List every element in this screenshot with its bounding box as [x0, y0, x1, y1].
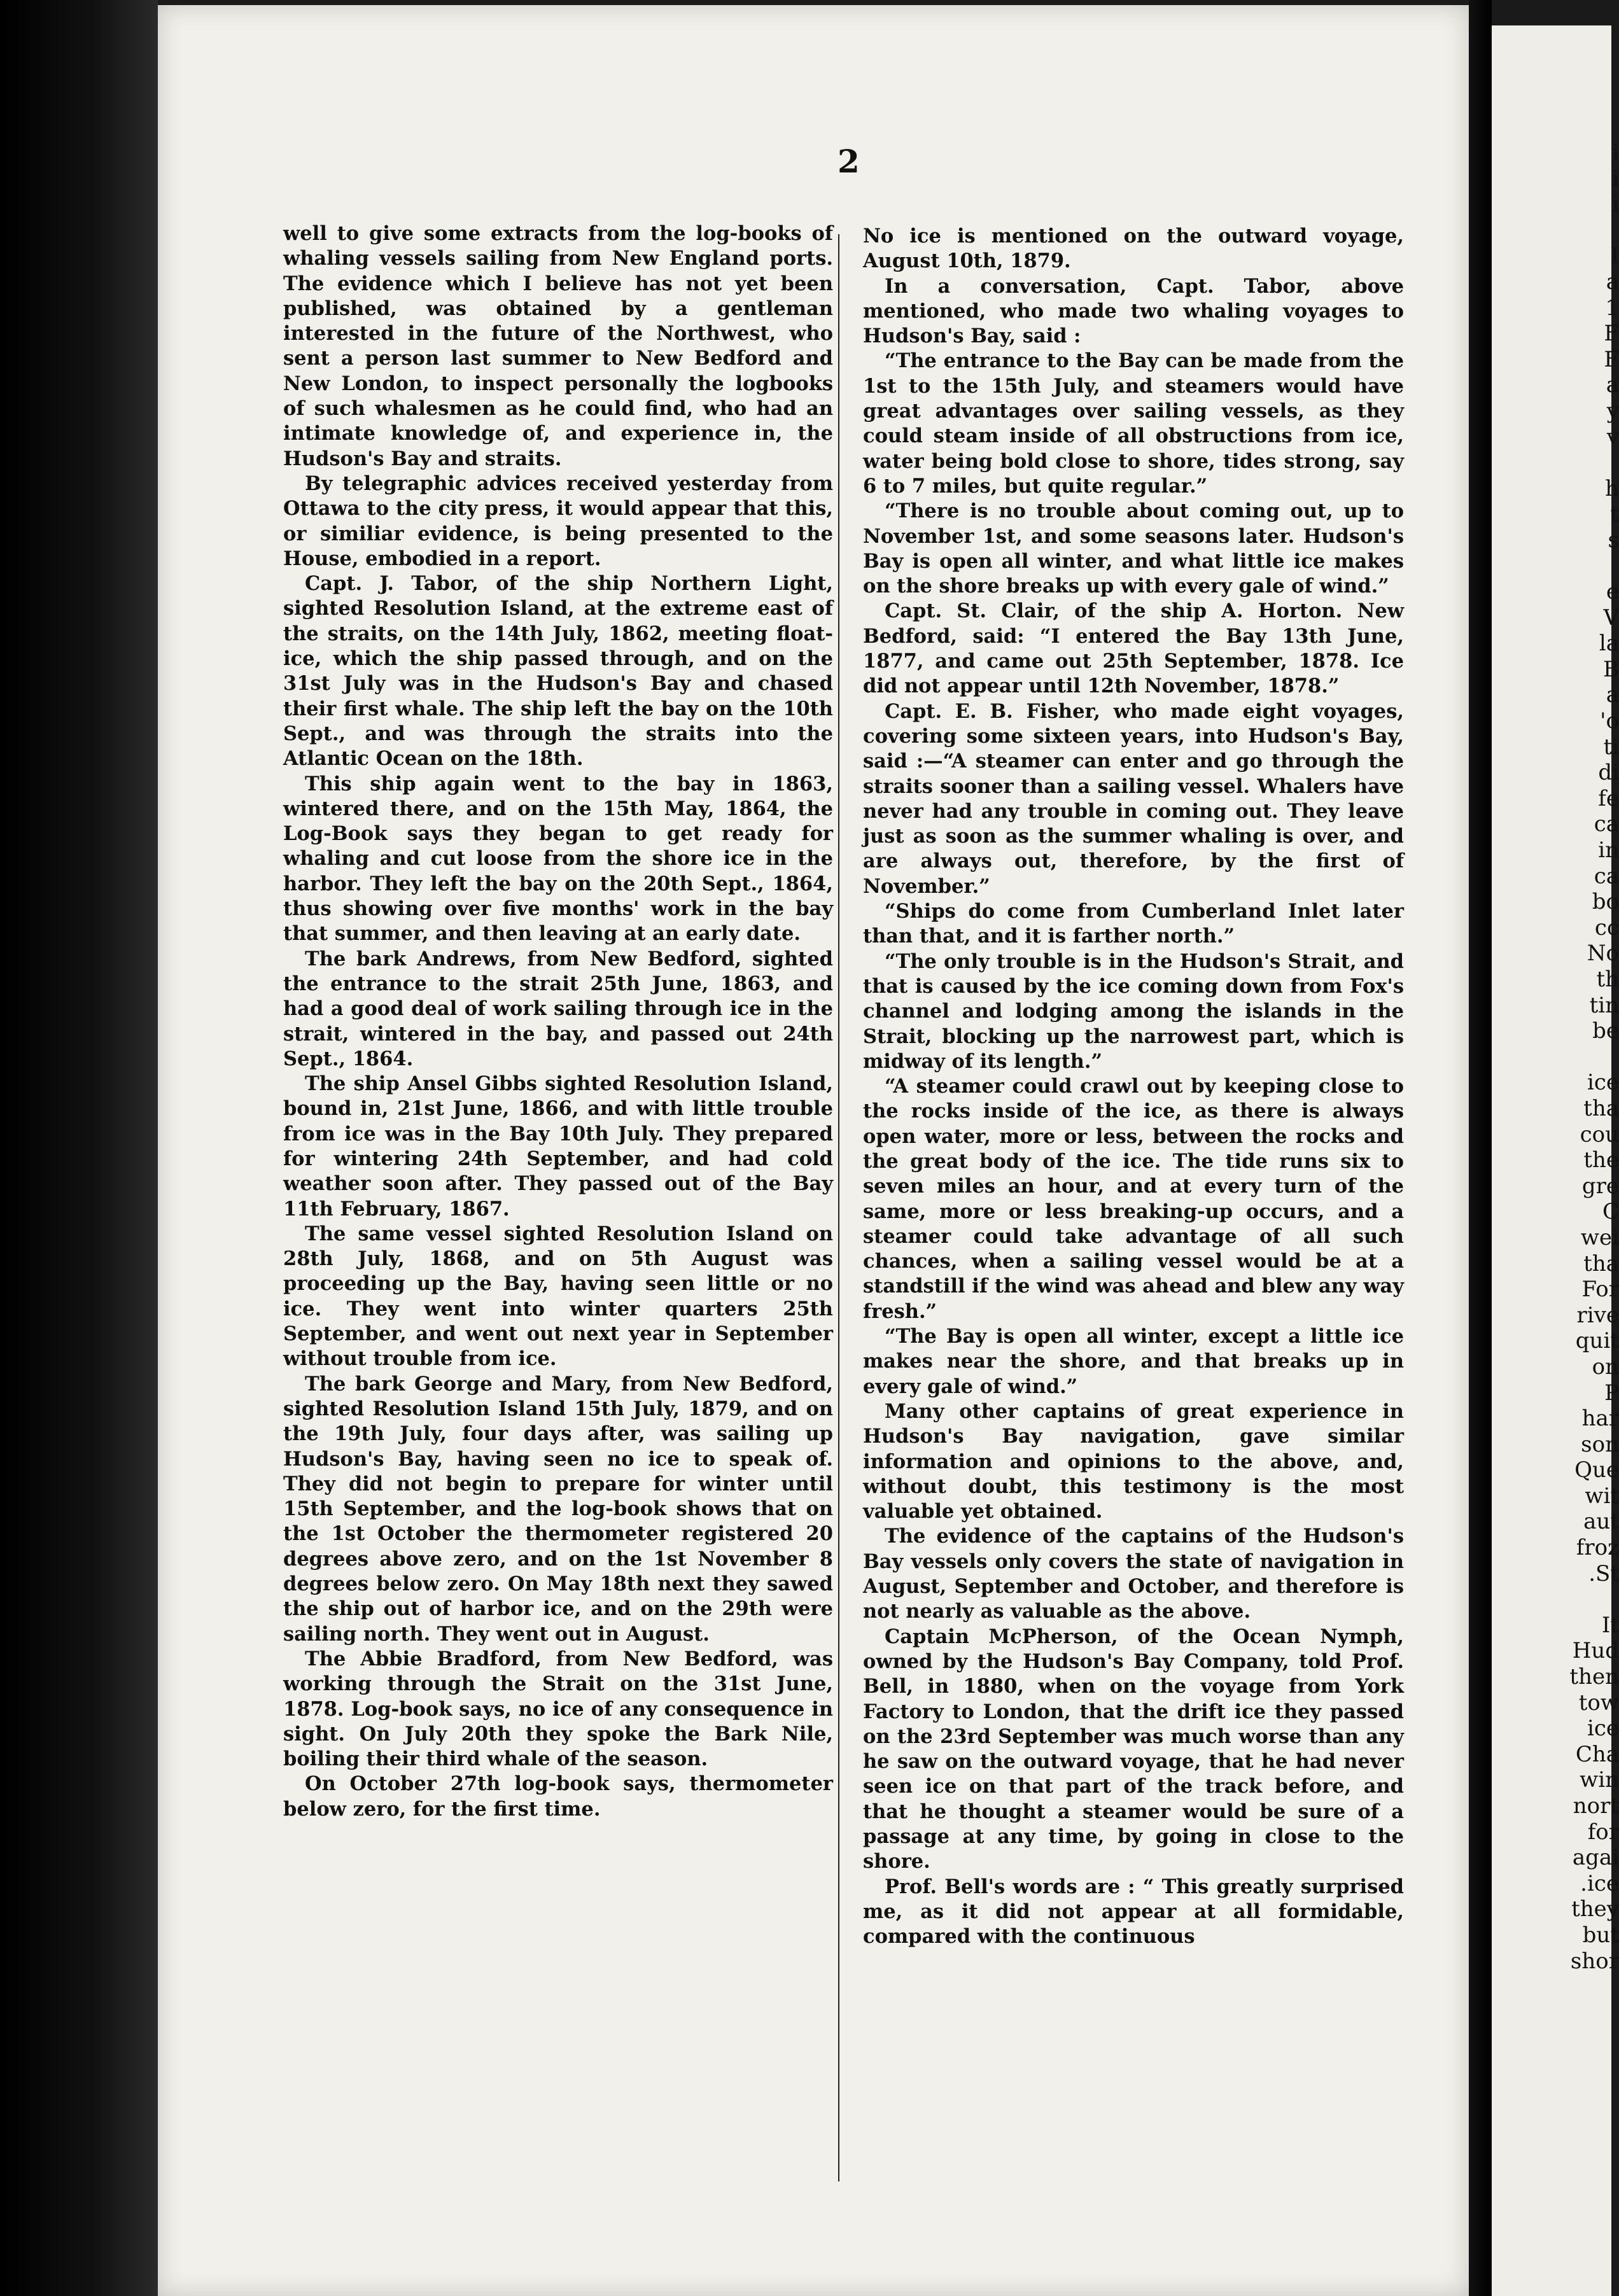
paragraph: Captain McPherson, of the Ocean Nymph, owned by the Hudson's Bay Company, told Prof. Bell, in 1880, when on the voyage from York Factory to London, that the drift ice they passed on the 23rd September was much worse than any he saw on the outward voyage, that he had never seen ice on that part of the track before, and that he thought a steamer would be sure of a passage at any time, by going in close to the shore. [863, 1625, 1404, 1873]
fragment-line: wei [1580, 1224, 1619, 1250]
fragment-line: for [1587, 1819, 1619, 1845]
paragraph: The ship Ansel Gibbs sighted Resolution Island, bound in, 21st June, 1866, and with little trouble from ice was in the Bay 10th July. They prepared for wintering 24th September, and had cold weather soon after. They passed out of the Bay 11th February, 1867. [283, 1072, 833, 1221]
fragment-line: a [1606, 269, 1619, 295]
fragment-line: Que [1574, 1457, 1619, 1483]
fragment-line: ca [1594, 811, 1619, 837]
fragment-line: agai [1572, 1845, 1619, 1871]
fragment-line: ice [1587, 1070, 1619, 1096]
fragment-line: t [1610, 501, 1619, 528]
fragment-line: Hud [1572, 1638, 1619, 1664]
fragment-line: rive [1576, 1302, 1619, 1328]
paragraph: Capt. J. Tabor, of the ship Northern Light, sighted Resolution Island, at the extreme east of the straits, on the 14th July, 1862, meeting float-ice, which the ship passed through, and on the 31st July was in the Hudson's Bay and chased their first whale. The ship left the bay on the 10th Sept., and was through the straits into the Atlantic Ocean on the 18th. [283, 572, 833, 771]
fragment-line: but [1582, 1922, 1619, 1948]
fragment-line: F [1604, 321, 1619, 347]
fragment-line: cou [1580, 1121, 1619, 1147]
fragment-line: shor [1570, 1948, 1619, 1974]
fragment-line: quit [1575, 1328, 1619, 1354]
paragraph: “The Bay is open all winter, except a little ice makes near the shore, and that breaks up in every gale of wind.” [863, 1325, 1404, 1398]
fragment-line [1600, 450, 1619, 476]
fragment-line: 1 [1605, 295, 1619, 321]
fragment-line: tin [1589, 992, 1619, 1018]
fragment-line: B [1603, 656, 1619, 682]
paragraph: Prof. Bell's words are : “ This greatly surprised me, as it did not appear at all formidable, compared with the continuous [863, 1875, 1404, 1949]
fragment-line: a [1606, 682, 1619, 708]
fragment-line: s [1608, 527, 1619, 553]
fragment-line: har [1581, 1406, 1619, 1432]
page-gutter [1469, 0, 1492, 2296]
paragraph: “There is no trouble about coming out, up to November 1st, and some seasons later. Hudson's Bay is open all winter, and what little ice makes on the shore breaks up with every gale of wind.” [863, 500, 1404, 598]
left-text-column [283, 221, 833, 1822]
fragment-line: V [1603, 605, 1619, 631]
fragment-line: then [1569, 1664, 1619, 1690]
paragraph: “A steamer could crawl out by keeping close to the rocks inside of the ice, as there is always open water, more or less, between the rocks and the great body of the ice. The tide runs six to seven miles an hour, and at every turn of the same, more or less breaking-up occurs, and a steamer could take advantage of all such chances, when a sailing vessel would be at a standstill if the wind was ahead and blew any way fresh.” [863, 1075, 1404, 1323]
fragment-line: aut [1583, 1509, 1619, 1535]
fragment-line: tha [1583, 1250, 1619, 1277]
fragment-line: y [1606, 398, 1619, 424]
fragment-line: P [1604, 1380, 1619, 1406]
fragment-line: di [1598, 760, 1619, 786]
fragment-line: gre [1581, 1173, 1619, 1199]
fragment-line: the [1583, 1147, 1619, 1173]
fragment-line: nort [1573, 1793, 1619, 1819]
paragraph: Many other captains of great experience in Hudson's Bay navigation, gave similar information and opinions to the above, and, without doubt, this testimony is the most valuable yet obtained. [863, 1399, 1404, 1523]
fragment-line: St. [1588, 1560, 1619, 1586]
paragraph: By telegraphic advices received yesterday from Ottawa to the city press, it would appear that this, or similiar evidence, is being presented to the House, embodied in a report. [283, 472, 833, 570]
fragment-line: ice [1587, 1716, 1619, 1742]
fragment-line: F [1604, 346, 1619, 372]
fragment-line: e [1606, 579, 1619, 605]
paragraph: “The only trouble is in the Hudson's Strait, and that is caused by the ice coming down from Fox's channel and lodging among the islands in the Strait, blocking up the narrowest part, which is midway of its length.” [863, 949, 1404, 1073]
fragment-line: fe [1598, 785, 1619, 811]
fragment-line: I [1610, 243, 1619, 269]
fragment-line [1600, 554, 1619, 580]
fragment-line: ice. [1580, 1870, 1619, 1896]
fragment-line [1600, 1044, 1619, 1070]
fragment-line: i [1612, 192, 1619, 218]
paragraph: The bark George and Mary, from New Bedford, sighted Resolution Island 15th July, 1879, and on the 19th July, four days after, was sailing up Hudson's Bay, having seen no ice to speak of. They did not begin to prepare for winter until 15th September, and the log-book shows that on the 1st October the thermometer registered 20 degrees above zero, and on the 1st November 8 degrees below zero. On May 18th next they sawed the ship out of harbor ice, and on the 29th were sailing north. They went out in August. [283, 1372, 833, 1646]
fragment-line: cc [1594, 914, 1619, 941]
paragraph: “The entrance to the Bay can be made from the 1st to the 15th July, and steamers would have great advantages over sailing vessels, as they could steam inside of all obstructions from ice, water being bold close to shore, tides strong, say 6 to 7 miles, but quite regular.” [863, 349, 1404, 498]
paragraph: The Abbie Bradford, from New Bedford, was working through the Strait on the 31st June, 1878. Log-book says, no ice of any consequence in sight. On July 20th they spoke the Bark Nile, boiling their third whale of the season. [283, 1647, 833, 1771]
fragment-line: in [1598, 837, 1619, 864]
adjacent-page-text-fragment [1569, 140, 1619, 1974]
fragment-line: th [1596, 967, 1619, 992]
fragment-line: i [1612, 165, 1619, 192]
fragment-line: o' [1600, 708, 1619, 734]
fragment-line: i [1612, 140, 1619, 165]
paragraph: The bark Andrews, from New Bedford, sighted the entrance to the strait 25th June, 1863, and had a good deal of work sailing through ice in the strait, wintered in the bay, and passed out 24th Sept., 1864. [283, 947, 833, 1070]
fragment-line: bo [1592, 889, 1619, 915]
fragment-line: wit [1585, 1483, 1619, 1509]
fragment-line: ca [1594, 863, 1619, 889]
paragraph: In a conversation, Capt. Tabor, above mentioned, who made two whaling voyages to Hudson's Bay, said : [863, 274, 1404, 348]
column-divider [838, 234, 839, 2181]
fragment-line: v [1606, 424, 1619, 450]
paragraph: On October 27th log-book says, thermometer below zero, for the first time. [283, 1772, 833, 1821]
adjacent-page-edge [1492, 25, 1619, 2296]
fragment-line: froz [1576, 1535, 1619, 1561]
fragment-line: h [1605, 475, 1619, 501]
paragraph: The evidence of the captains of the Hudson's Bay vessels only covers the state of navigation in August, September and October, and therefore is not nearly as valuable as the above. [863, 1525, 1404, 1623]
paragraph: Capt. E. B. Fisher, who made eight voyages, covering some sixteen years, into Hudson's Bay, said :—“A steamer can enter and go through the straits sooner than a sailing vessel. Whalers have never had any trouble in coming out. They leave just as soon as the summer whaling is over, and are always out, therefore, by the first of November.” [863, 699, 1404, 898]
fragment-line: C [1602, 1199, 1619, 1225]
paragraph: This ship again went to the bay in 1863, wintered there, and on the 15th May, 1864, the Log-Book says they began to get ready for whaling and cut loose from the shore ice in the harbor. They left the bay on the 20th Sept., 1864, thus showing over five months' work in the bay that summer, and then leaving at an early date. [283, 772, 833, 946]
fragment-line: No [1587, 941, 1619, 967]
fragment-line: on [1592, 1354, 1619, 1380]
fragment-line: win [1580, 1767, 1619, 1793]
fragment-line [1600, 218, 1619, 244]
fragment-line: For [1581, 1277, 1619, 1303]
fragment-line: be [1592, 1018, 1619, 1044]
paragraph: No ice is mentioned on the outward voyage, August 10th, 1879. [863, 225, 1404, 273]
page-number: 2 [838, 143, 860, 180]
fragment-line [1600, 1586, 1619, 1613]
fragment-line: ti [1603, 734, 1619, 760]
fragment-line: Cha [1575, 1741, 1619, 1767]
fragment-line: tow [1578, 1690, 1619, 1716]
paragraph: well to give some extracts from the log-books of whaling vessels sailing from New England ports. The evidence which I believe has not yet been published, was obtained by a gentleman interested in the future of the Northwest, who sent a person last summer to New Bedford and New London, to inspect personally the logbooks of such whalesmen as he could find, who had an intimate knowledge of, and experience in, the Hudson's Bay and straits. [283, 222, 833, 470]
fragment-line: they [1571, 1896, 1619, 1922]
fragment-line: la [1599, 631, 1619, 657]
right-text-column [863, 224, 1404, 1949]
scan-left-margin [0, 0, 158, 2296]
paragraph: “Ships do come from Cumberland Inlet later than that, and it is farther north.” [863, 900, 1404, 948]
fragment-line: It [1601, 1612, 1619, 1638]
fragment-line: tha [1583, 1095, 1619, 1121]
paragraph: The same vessel sighted Resolution Island on 28th July, 1868, and on 5th August was proceeding up the Bay, having seen little or no ice. They went into winter quarters 25th September, and went out next year in September without trouble from ice. [283, 1222, 833, 1371]
fragment-line: son [1581, 1431, 1619, 1457]
paragraph: Capt. St. Clair, of the ship A. Horton. New Bedford, said: “I entered the Bay 13th June, 1877, and came out 25th September, 1878. Ice did not appear until 12th November, 1878.” [863, 599, 1404, 698]
fragment-line: a [1606, 372, 1619, 398]
